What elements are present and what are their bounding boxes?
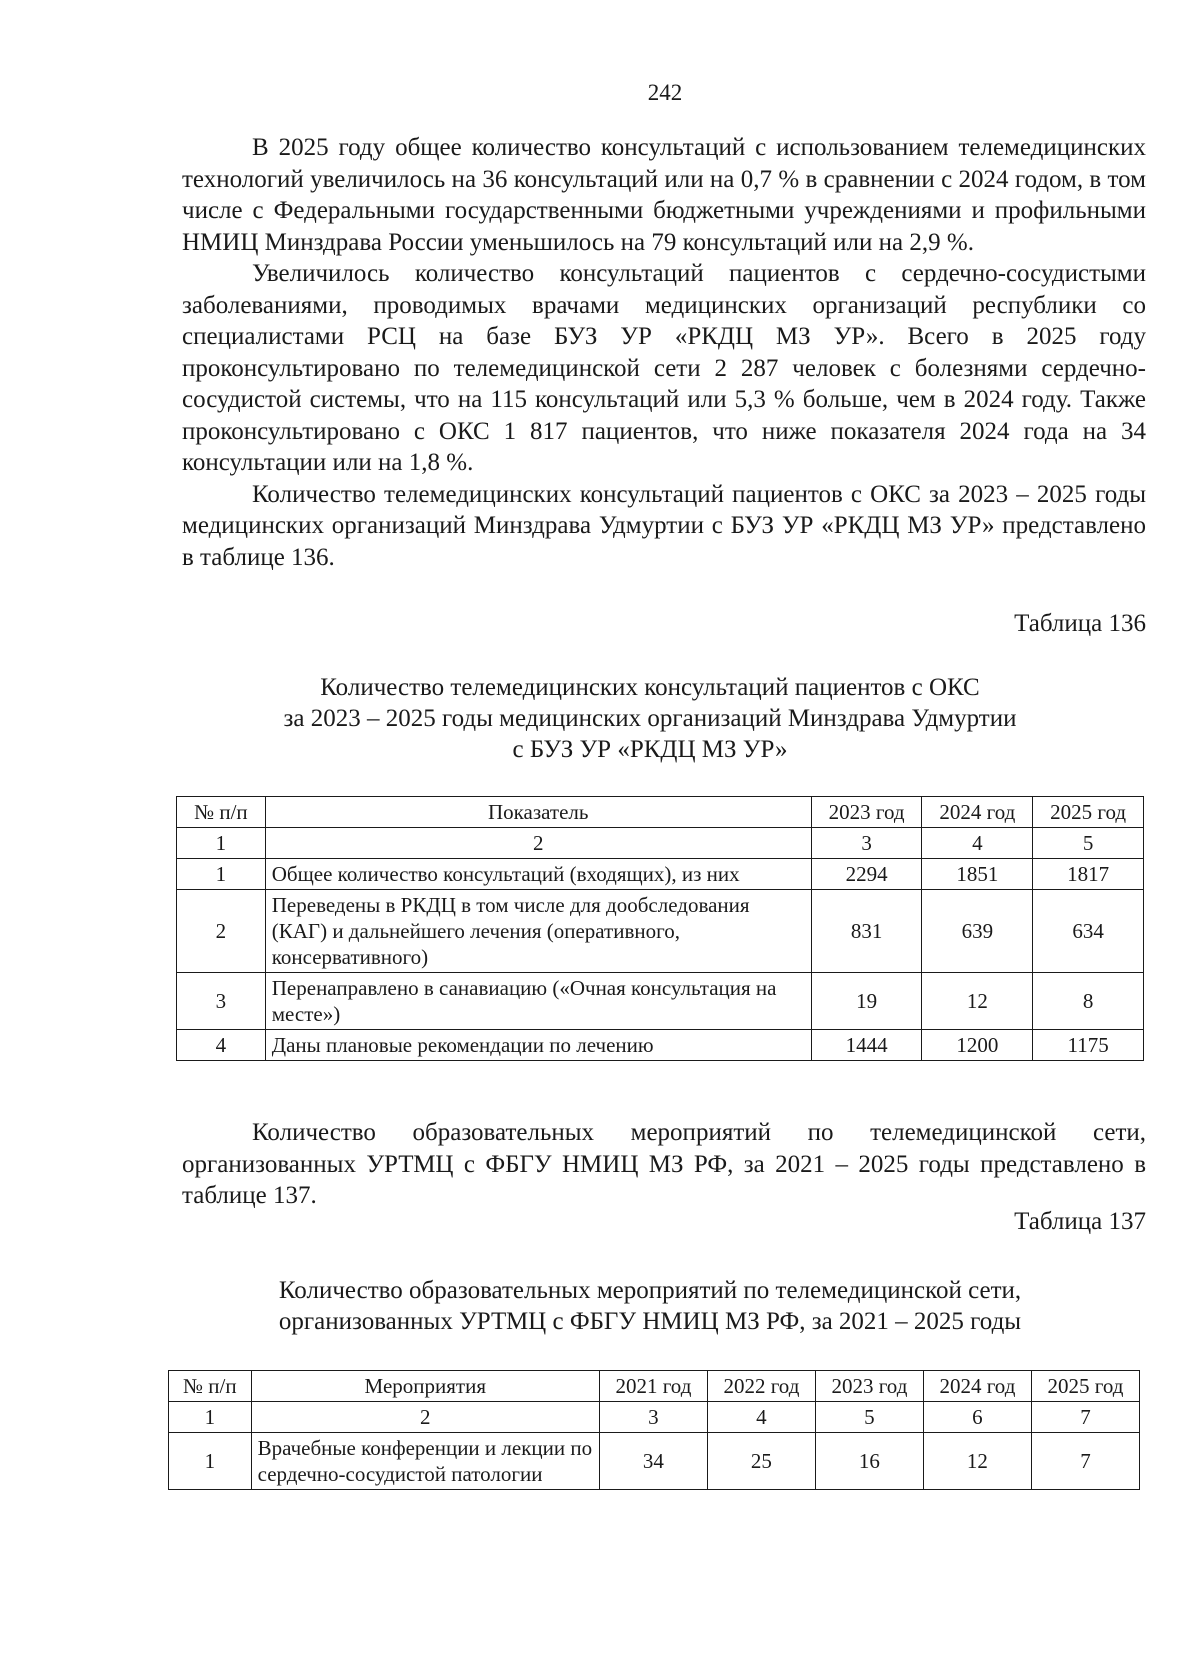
table-136 (176, 796, 1144, 1061)
row-value-2023: 19 (811, 973, 922, 1030)
row-value-2025: 7 (1031, 1433, 1139, 1490)
table-row (177, 1030, 1144, 1061)
col-number: 4 (922, 828, 1033, 859)
col-number: 2 (251, 1402, 599, 1433)
header-year-2023: 2023 год (811, 797, 922, 828)
col-number: 4 (707, 1402, 815, 1433)
table-row (169, 1433, 1140, 1490)
header-year-2025: 2025 год (1031, 1371, 1139, 1402)
column-numbers-row (169, 1402, 1140, 1433)
row-num: 1 (177, 859, 266, 890)
intro-paragraphs (182, 132, 1146, 573)
row-indicator: Перенаправлено в санавиацию («Очная консультация на месте») (265, 973, 811, 1030)
col-number: 5 (1033, 828, 1144, 859)
row-num: 1 (169, 1433, 252, 1490)
table-136-title (150, 672, 1150, 765)
table-137-title-line: организованных УРТМЦ с ФБГУ НМИЦ МЗ РФ, за 2021 – 2025 годы (278, 1308, 1022, 1335)
table-row (177, 973, 1144, 1030)
col-number: 1 (177, 828, 266, 859)
row-value-2025: 634 (1033, 890, 1144, 973)
table-137 (168, 1370, 1140, 1490)
table-row (177, 859, 1144, 890)
row-value-2025: 1817 (1033, 859, 1144, 890)
col-number: 1 (169, 1402, 252, 1433)
row-indicator: Переведены в РКДЦ в том числе для дообследования (КАГ) и дальнейшего лечения (оперативного, консервативного) (265, 890, 811, 973)
header-num: № п/п (169, 1371, 252, 1402)
row-num: 3 (177, 973, 266, 1030)
row-value-2024: 1200 (922, 1030, 1033, 1061)
table-137-label: Таблица 137 (1014, 1208, 1146, 1235)
col-number: 2 (265, 828, 811, 859)
table-header-row (177, 797, 1144, 828)
row-value-2024: 1851 (922, 859, 1033, 890)
col-number: 3 (811, 828, 922, 859)
paragraph-cardio-consultations: Увеличилось количество консультаций пациентов с сердечно-сосудистыми заболеваниями, проводимых врачами медицинских организаций республики со специалистами РСЦ на базе БУЗ УР «РКДЦ МЗ УР». Всего в 2025 году проконсультировано по телемедицинской сети 2 287 человек с болезнями сердечно-сосудистой системы, что на 115 консультаций или 5,3 % больше, чем в 2024 году. Также проконсультировано с ОКС 1 817 пациентов, что ниже показателя 2024 года на 34 консультации или на 1,8 %. (182, 260, 1146, 476)
paragraph-table136-intro: Количество телемедицинских консультаций пациентов с ОКС за 2023 – 2025 годы медицинских организаций Минздрава Удмуртии с БУЗ УР «РКДЦ МЗ УР» представлено в таблице 136. (182, 480, 1146, 571)
row-value-2023: 16 (815, 1433, 923, 1490)
header-year-2024: 2024 год (923, 1371, 1031, 1402)
col-number: 7 (1031, 1402, 1139, 1433)
header-year-2022: 2022 год (707, 1371, 815, 1402)
row-value-2022: 25 (707, 1433, 815, 1490)
row-value-2023: 2294 (811, 859, 922, 890)
row-value-2024: 639 (922, 890, 1033, 973)
col-number: 5 (815, 1402, 923, 1433)
col-number: 3 (599, 1402, 707, 1433)
table-136-title-line: Количество телемедицинских консультаций пациентов с ОКС (320, 674, 980, 701)
col-number: 6 (923, 1402, 1031, 1433)
middle-paragraph-block (182, 1117, 1146, 1212)
row-num: 2 (177, 890, 266, 973)
row-indicator: Общее количество консультаций (входящих), из них (265, 859, 811, 890)
row-indicator: Даны плановые рекомендации по лечению (265, 1030, 811, 1061)
row-event: Врачебные конференции и лекции по сердечно-сосудистой патологии (251, 1433, 599, 1490)
header-num: № п/п (177, 797, 266, 828)
table-137-title-line: Количество образовательных мероприятий по телемедицинской сети, (278, 1277, 1022, 1304)
header-indicator: Показатель (265, 797, 811, 828)
row-value-2023: 1444 (811, 1030, 922, 1061)
table-row (177, 890, 1144, 973)
table-136-label: Таблица 136 (1014, 610, 1146, 637)
row-value-2025: 1175 (1033, 1030, 1144, 1061)
row-value-2024: 12 (922, 973, 1033, 1030)
paragraph-telemedicine-total: В 2025 году общее количество консультаций с использованием телемедицинских технологий увеличилось на 36 консультаций или на 0,7 % в сравнении с 2024 годом, в том числе с Федеральными государственными бюджетными учреждениями и профильными НМИЦ Минздрава России уменьшилось на 79 консультаций или на 2,9 %. (182, 134, 1146, 256)
column-numbers-row (177, 828, 1144, 859)
header-year-2024: 2024 год (922, 797, 1033, 828)
row-value-2023: 831 (811, 890, 922, 973)
header-year-2023: 2023 год (815, 1371, 923, 1402)
table-136-title-line: за 2023 – 2025 годы медицинских организаций Минздрава Удмуртии (283, 705, 1017, 732)
paragraph-table137-intro: Количество образовательных мероприятий по телемедицинской сети, организованных УРТМЦ с ФБГУ НМИЦ МЗ РФ, за 2021 – 2025 годы представлено в таблице 137. (182, 1119, 1146, 1209)
header-year-2021: 2021 год (599, 1371, 707, 1402)
row-num: 4 (177, 1030, 266, 1061)
page-number: 242 (647, 80, 683, 105)
table-header-row (169, 1371, 1140, 1402)
row-value-2024: 12 (923, 1433, 1031, 1490)
table-136-title-line: с БУЗ УР «РКДЦ МЗ УР» (512, 736, 788, 763)
table-137-title (150, 1275, 1150, 1337)
header-year-2025: 2025 год (1033, 797, 1144, 828)
row-value-2021: 34 (599, 1433, 707, 1490)
row-value-2025: 8 (1033, 973, 1144, 1030)
header-event: Мероприятия (251, 1371, 599, 1402)
